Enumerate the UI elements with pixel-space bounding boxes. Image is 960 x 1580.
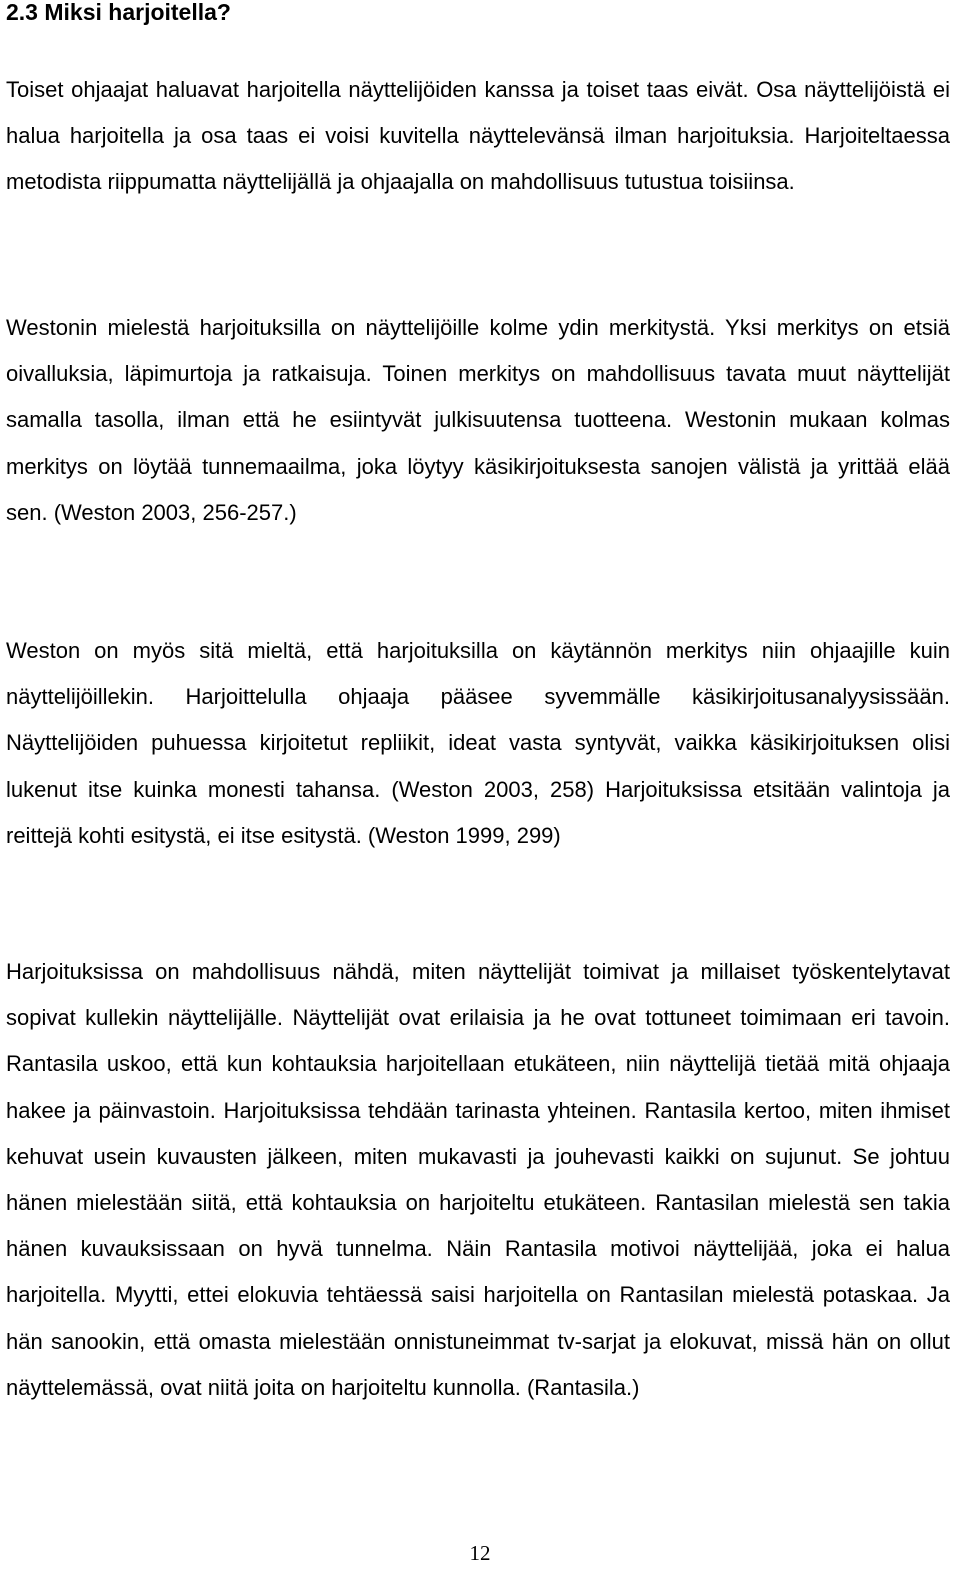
paragraph-2: Westonin mielestä harjoituksilla on näyttelijöille kolme ydin merkitystä. Yksi merkitys on etsiä oivalluksia, läpimurtoja ja ratkaisuja. Toinen merkitys on mahdollisuus tavata muut näyttelijät samalla tasolla, ilman että he esiintyvät julkisuutensa tuotteena. Westonin mukaan kolmas merkitys on löytää tunnemaailma, joka löytyy käsikirjoituksesta sanojen välistä ja yrittää elää sen. (Weston 2003, 256-257.) (6, 315, 950, 525)
page-number: 12 (469, 1541, 491, 1565)
paragraph-3: Weston on myös sitä mieltä, että harjoituksilla on käytännön merkitys niin ohjaajille kuin näyttelijöillekin. Harjoittelulla ohjaaja pääsee syvemmälle käsikirjoitusanalyysissään. Näyttelijöiden puhuessa kirjoitetut repliikit, ideat vasta syntyvät, vaikka käsikirjoituksen olisi lukenut itse kuinka monesti tahansa. (Weston 2003, 258) Harjoituksissa etsitään valintoja ja reittejä kohti esitystä, ei itse esitystä. (Weston 1999, 299) (6, 638, 950, 848)
paragraph-1: Toiset ohjaajat haluavat harjoitella näyttelijöiden kanssa ja toiset taas eivät. Osa näyttelijöistä ei halua harjoitella ja osa taas ei voisi kuvitella näyttelevänsä ilman harjoituksia. Harjoiteltaessa metodista riippumatta näyttelijällä ja ohjaajalla on mahdollisuus tutustua toisiinsa. (6, 77, 950, 195)
section-heading: 2.3 Miksi harjoitella? (6, 0, 231, 25)
paragraph-4: Harjoituksissa on mahdollisuus nähdä, miten näyttelijät toimivat ja millaiset työskentelytavat sopivat kullekin näyttelijälle. Näyttelijät ovat erilaisia ja he ovat tottuneet toimimaan eri tavoin. Rantasila uskoo, että kun kohtauksia harjoitellaan etukäteen, niin näyttelijä tietää mitä ohjaaja hakee ja päinvastoin. Harjoituksissa tehdään tarinasta yhteinen. Rantasila kertoo, miten ihmiset kehuvat usein kuvausten jälkeen, miten mukavasti ja jouhevasti kaikki on sujunut. Se johtuu hänen mielestään siitä, että kohtauksia on harjoiteltu etukäteen. Rantasilan mielestä sen takia hänen kuvauksissaan on hyvä tunnelma. Näin Rantasila motivoi näyttelijää, joka ei halua harjoitella. Myytti, ettei elokuvia tehtäessä saisi harjoitella on Rantasilan mielestä potaskaa. Ja hän sanookin, että omasta mielestään onnistuneimmat tv-sarjat ja elokuvat, missä hän on ollut näyttelemässä, ovat niitä joita on harjoiteltu kunnolla. (Rantasila.) (6, 959, 950, 1400)
